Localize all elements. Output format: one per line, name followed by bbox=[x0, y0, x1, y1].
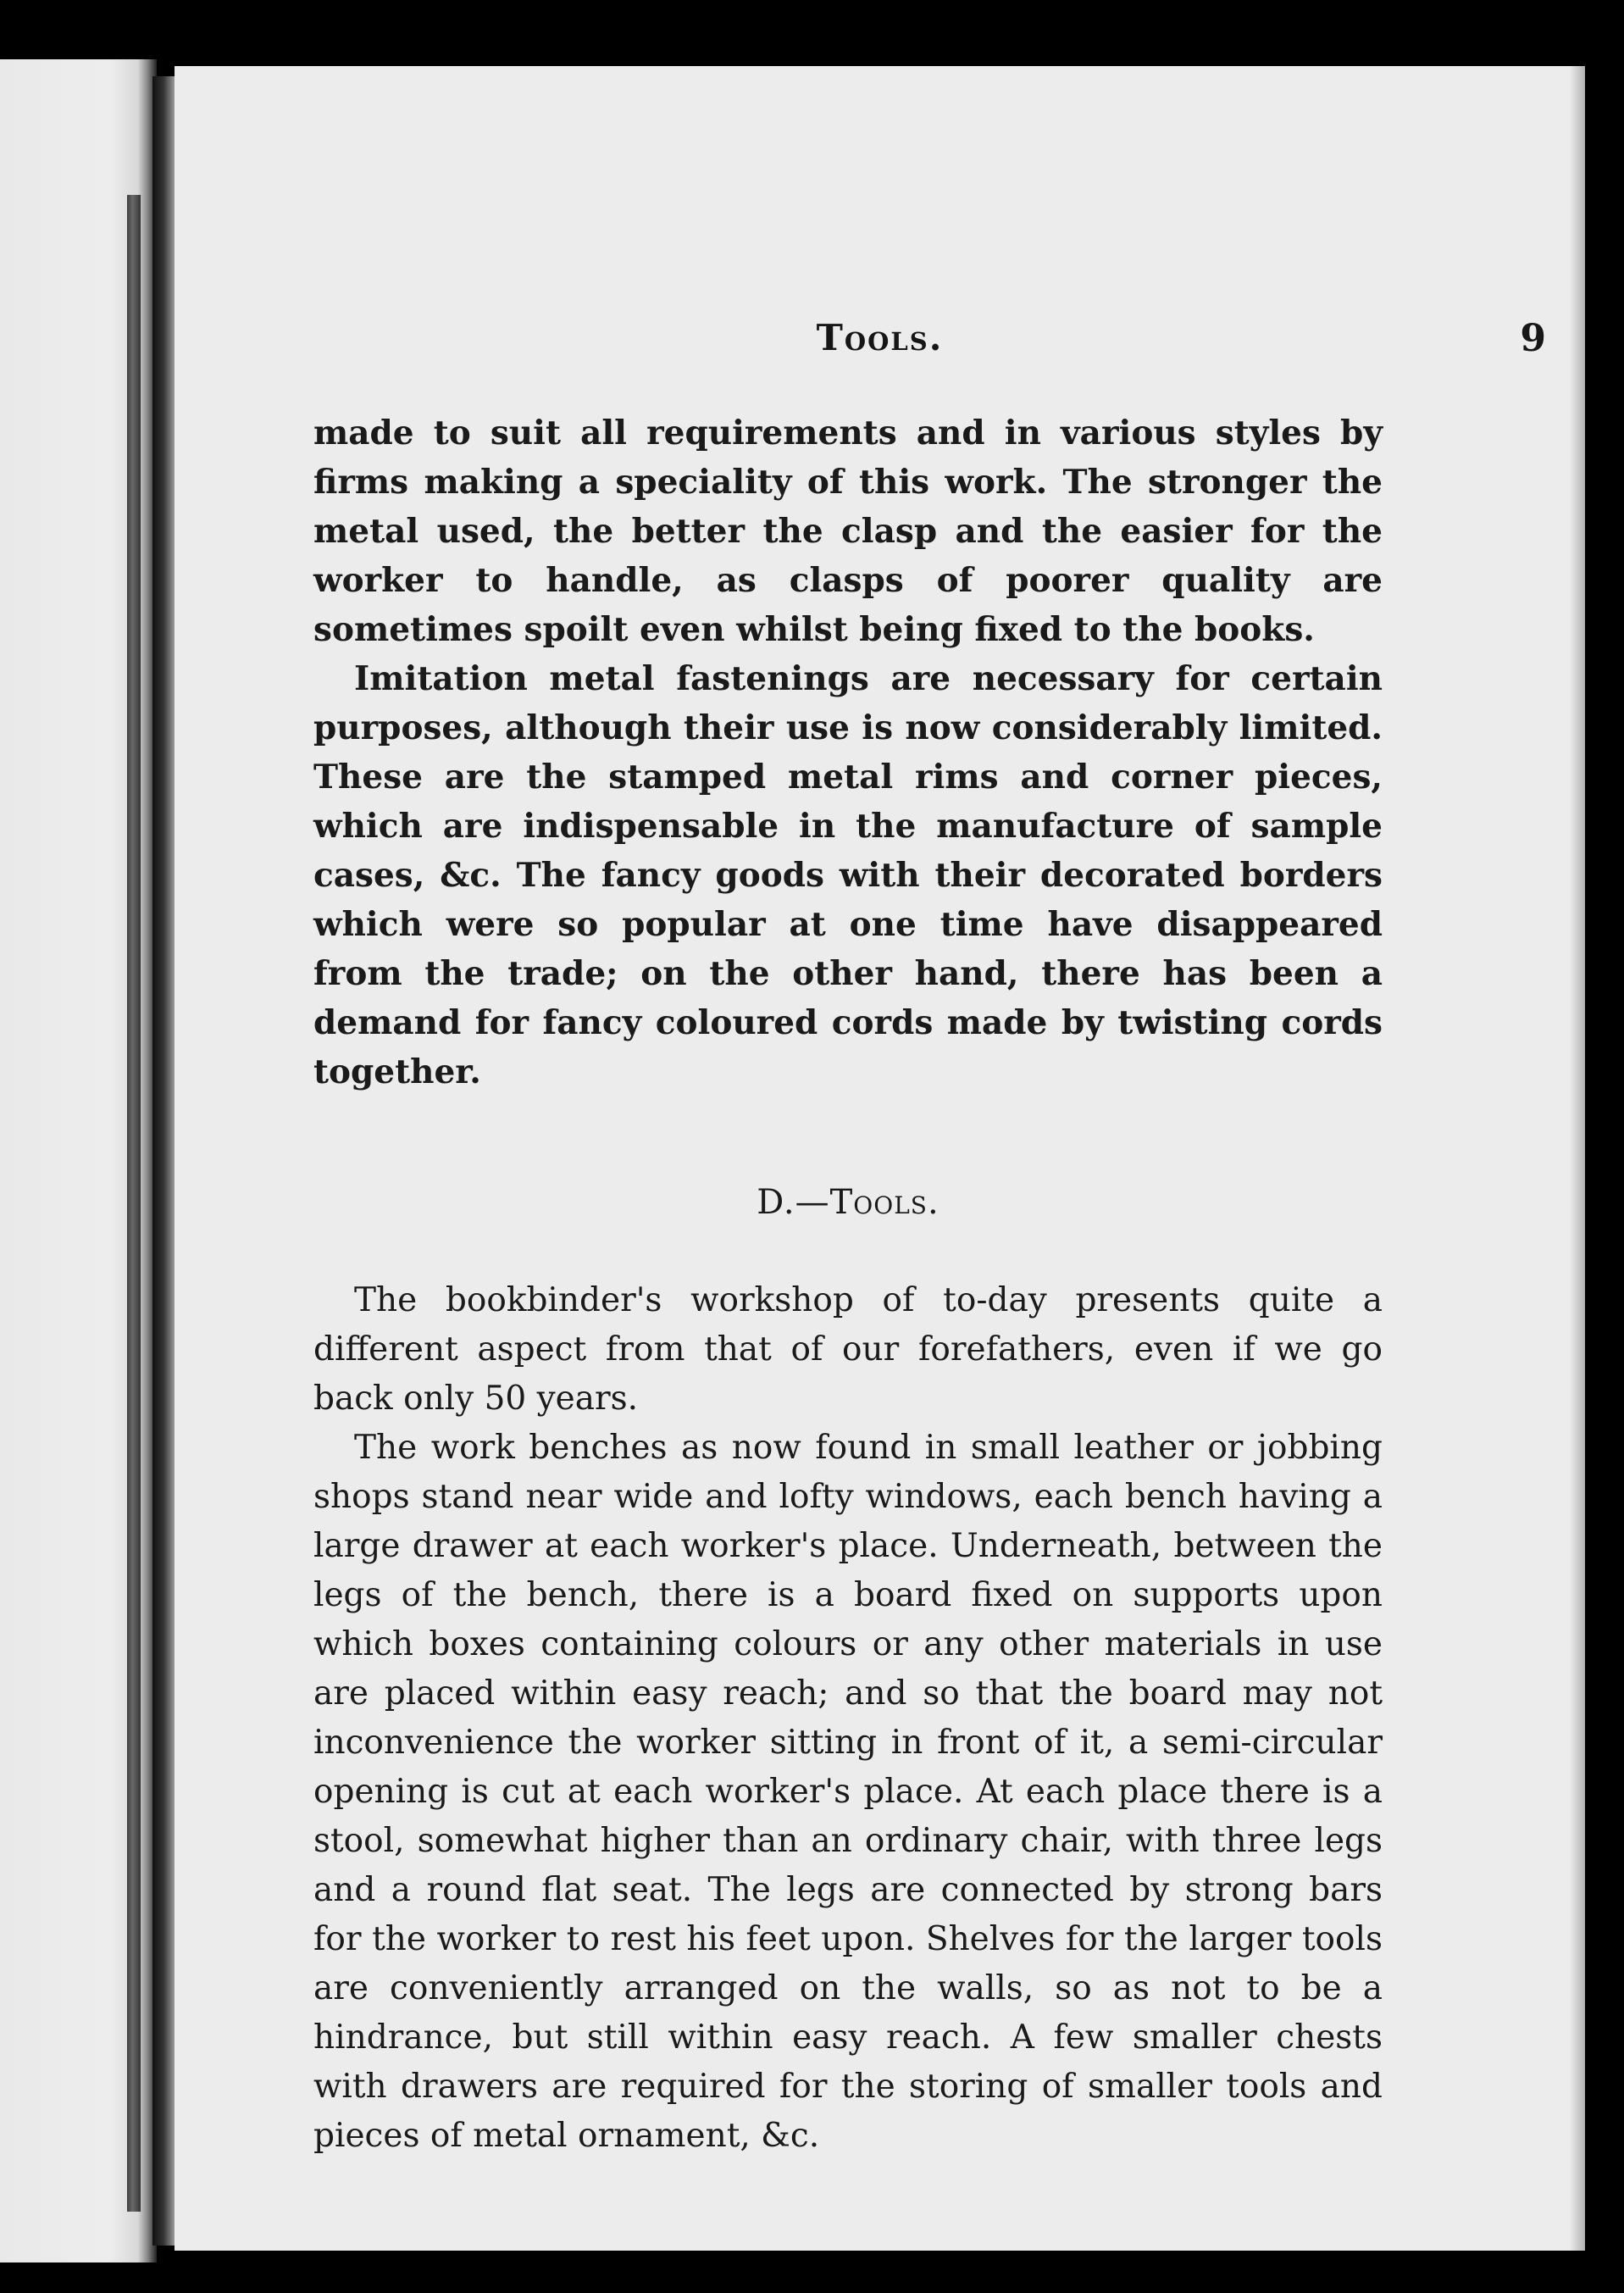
gutter-shadow bbox=[152, 76, 175, 2246]
paragraph-continued: made to suit all requirements and in various styles by firms making a speciality of this work. The stronger the metal used, the better the clasp and the easier for the worker to handle, as clasps of poorer quality are sometimes spoilt even whilst being fixed to the books. bbox=[313, 414, 1383, 649]
running-title: Tools. bbox=[816, 317, 944, 358]
spine-shadow bbox=[127, 195, 141, 2212]
paragraph-work-benches: The work benches as now found in small leather or jobbing shops stand near wide and lofty windows, each bench having a large drawer at each worker's place. Underneath, between the legs of the bench, there is a board fixed on supports upon which boxes containing colours or any other materials in use are placed within easy reach; and so that the board may not inconvenience the worker sitting in front of it, a semi-circular opening is cut at each worker's place. At each place there is a stool, somewhat higher than an ordinary chair, with three legs and a round flat seat. The legs are connected by strong bars for the worker to rest his feet upon. Shelves for the larger tools are conveniently arranged on the walls, so as not to be a hindrance, but still within easy reach. A few smaller chests with drawers are required for the storing of smaller tools and pieces of metal ornament, &c. bbox=[313, 1429, 1383, 2155]
text-block bbox=[313, 408, 1383, 2161]
paragraph-workshop: The bookbinder's workshop of to-day presents quite a different aspect from that of our forefathers, even if we go back only 50 years. bbox=[313, 1281, 1383, 1418]
section-heading: D.—Tools. bbox=[757, 1183, 939, 1222]
book-page bbox=[175, 66, 1585, 2251]
running-head bbox=[175, 317, 1585, 368]
page-number: 9 bbox=[1520, 317, 1546, 360]
paragraph-imitation-metal: Imitation metal fastenings are necessary for certain purposes, although their use is now considerably limited. These are the stamped metal rims and corner pieces, which are indispensable in the manufacture of sample cases, &c. The fancy goods with their decorated borders which were so popular at one time have disappeared from the trade; on the other hand, there has been a demand for fancy coloured cords made by twisting cords together. bbox=[313, 659, 1383, 1091]
